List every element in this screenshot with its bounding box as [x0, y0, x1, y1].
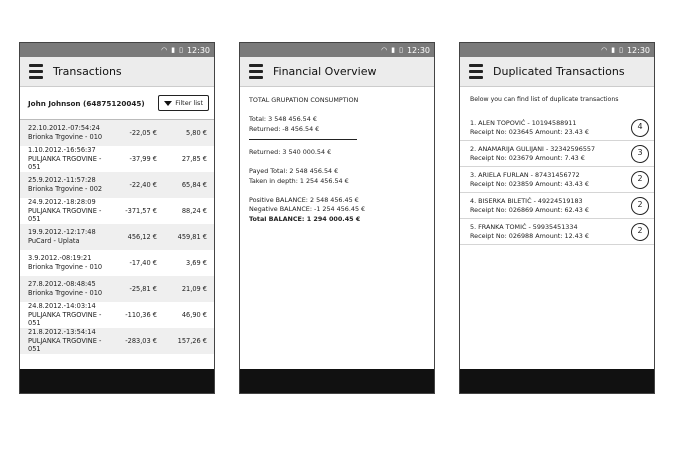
transaction-info: [28, 228, 111, 246]
transaction-row[interactable]: [20, 250, 214, 276]
duplicate-info: [470, 145, 631, 162]
app-bar: [240, 57, 434, 87]
signal-icon: ▮: [391, 45, 396, 54]
transaction-amount: -22,40 €: [129, 181, 157, 189]
divider: [249, 139, 357, 140]
transaction-merchant: Brionka Trgovine - 010: [28, 289, 103, 297]
duplicate-receipt: Receipt No: 023679 Amount: 7.43 €: [470, 153, 585, 162]
duplicate-count-badge: 2: [631, 197, 649, 215]
transaction-row[interactable]: [20, 302, 214, 328]
battery-icon: ▯: [179, 45, 183, 54]
duplicate-info: [470, 197, 631, 214]
battery-icon: ▯: [399, 45, 403, 54]
signal-icon: ▮: [171, 45, 176, 54]
overview-phone: [239, 42, 435, 394]
transaction-date: 27.8.2012.-08:48:45: [28, 280, 96, 289]
transaction-amount: -22,05 €: [129, 129, 157, 137]
transaction-merchant: PULJANKA TRGOVINE - 051: [28, 336, 102, 354]
menu-icon[interactable]: [29, 64, 43, 79]
transaction-info: [28, 124, 111, 142]
duplicate-list: [460, 115, 654, 245]
status-bar: [240, 43, 434, 57]
app-bar: [20, 57, 214, 87]
transaction-balance: 46,90 €: [181, 311, 207, 319]
duplicate-receipt: Receipt No: 023859 Amount: 43.43 €: [470, 179, 589, 188]
transactions-phone: [19, 42, 215, 394]
duplicates-intro: Below you can find list of duplicate transactions: [470, 96, 619, 103]
transaction-row[interactable]: [20, 146, 214, 172]
app-bar: [460, 57, 654, 87]
duplicate-count-badge: 2: [631, 223, 649, 241]
transaction-amount: -25,81 €: [129, 285, 157, 293]
overview-positive-balance: Positive BALANCE: 2 548 456.45 €: [249, 195, 359, 204]
transaction-row[interactable]: [20, 276, 214, 302]
overview-returned: Returned: -8 456.54 €: [249, 124, 320, 133]
overview-taken-in-depth: Taken in depth: 1 254 456.54 €: [249, 176, 349, 185]
duplicate-row[interactable]: [460, 141, 654, 167]
battery-icon: ▯: [619, 45, 623, 54]
duplicate-info: [470, 171, 631, 188]
transaction-amount: -17,40 €: [129, 259, 157, 267]
transaction-merchant: PULJANKA TRGOVINE - 051: [28, 154, 102, 172]
duplicate-receipt: Receipt No: 023645 Amount: 23.43 €: [470, 127, 589, 136]
wifi-icon: ◠: [601, 45, 608, 54]
page-title: Transactions: [53, 65, 122, 78]
transaction-date: 19.9.2012.-12:17:48: [28, 228, 96, 237]
page-title: Duplicated Transactions: [493, 65, 625, 78]
duplicate-row[interactable]: [460, 193, 654, 219]
wifi-icon: ◠: [161, 45, 168, 54]
transaction-row[interactable]: [20, 198, 214, 224]
transaction-row[interactable]: [20, 120, 214, 146]
duplicate-count-badge: 4: [631, 119, 649, 137]
menu-icon[interactable]: [469, 64, 483, 79]
duplicate-count-badge: 2: [631, 171, 649, 189]
transaction-date: 1.10.2012.-16:56:37: [28, 145, 96, 154]
status-bar: [20, 43, 214, 57]
transaction-balance: 459,81 €: [177, 233, 207, 241]
overview-returned-net: Returned: 3 540 000.54 €: [249, 147, 332, 156]
duplicate-info: [470, 223, 631, 240]
transaction-amount: -110,36 €: [125, 311, 157, 319]
transaction-amount: -37,99 €: [129, 155, 157, 163]
transaction-info: [28, 198, 111, 225]
status-time: 12:30: [626, 45, 650, 55]
filter-button-label: Filter list: [175, 99, 203, 107]
duplicate-row[interactable]: [460, 167, 654, 193]
transaction-merchant: Brionka Trgovine - 002: [28, 185, 103, 193]
transaction-info: [28, 254, 111, 272]
transaction-info: [28, 302, 111, 329]
transaction-balance: 5,80 €: [186, 129, 207, 137]
transaction-date: 24.8.2012.-14:03:14: [28, 301, 96, 310]
overview-total: Total: 3 548 456.54 €: [249, 114, 317, 123]
transaction-merchant: PULJANKA TRGOVINE - 051: [28, 310, 102, 328]
transaction-date: 3.9.2012.-08:19:21: [28, 254, 92, 263]
overview-heading: TOTAL GRUPATION CONSUMPTION: [249, 96, 359, 104]
duplicate-receipt: Receipt No: 026869 Amount: 62.43 €: [470, 205, 589, 214]
transaction-balance: 27,85 €: [181, 155, 207, 163]
duplicate-name: 2. ANAMARIJA GULIJANI - 32342596557: [470, 144, 596, 153]
transaction-merchant: PuCard - Uplata: [28, 237, 80, 245]
duplicate-row[interactable]: [460, 115, 654, 141]
transaction-balance: 157,26 €: [177, 337, 207, 345]
navigation-bar: [20, 369, 214, 393]
menu-icon[interactable]: [249, 64, 263, 79]
transaction-row[interactable]: [20, 172, 214, 198]
overview-negative-balance: Negative BALANCE: -1 254 456.45 €: [249, 205, 366, 214]
duplicate-count-badge: 3: [631, 145, 649, 163]
transaction-date: 24.9.2012.-18:28:09: [28, 197, 96, 206]
transaction-row[interactable]: [20, 328, 214, 354]
transaction-merchant: Brionka Trgovine - 010: [28, 263, 103, 271]
transaction-balance: 3,69 €: [186, 259, 207, 267]
filter-list-button[interactable]: [158, 95, 209, 111]
transaction-balance: 88,24 €: [181, 207, 207, 215]
transaction-amount: -283,03 €: [125, 337, 157, 345]
status-bar: [460, 43, 654, 57]
transaction-list: [20, 120, 214, 354]
transaction-amount: -371,57 €: [125, 207, 157, 215]
transaction-info: [28, 176, 111, 194]
signal-icon: ▮: [611, 45, 616, 54]
duplicate-row[interactable]: [460, 219, 654, 245]
duplicate-name: 4. BISERKA BILETIĆ - 49224519183: [470, 196, 583, 205]
overview-payed-total: Payed Total: 2 548 456.54 €: [249, 166, 339, 175]
duplicates-phone: [459, 42, 655, 394]
duplicate-name: 1. ALEN TOPOVIĆ - 10194588911: [470, 118, 577, 127]
navigation-bar: [460, 369, 654, 393]
status-time: 12:30: [186, 45, 210, 55]
transaction-balance: 21,09 €: [181, 285, 207, 293]
overview-total-balance: Total BALANCE: 1 294 000.45 €: [249, 215, 361, 224]
transaction-merchant: PULJANKA TRGOVINE - 051: [28, 206, 102, 224]
filter-icon: [164, 101, 172, 106]
transaction-info: [28, 328, 111, 355]
transaction-date: 25.9.2012.-11:57:28: [28, 176, 96, 185]
navigation-bar: [240, 369, 434, 393]
transaction-info: [28, 146, 111, 173]
duplicate-receipt: Receipt No: 026988 Amount: 12.43 €: [470, 231, 589, 240]
status-time: 12:30: [406, 45, 430, 55]
transaction-date: 21.8.2012.-13:54:14: [28, 327, 96, 336]
transaction-date: 22.10.2012.-07:54:24: [28, 124, 100, 133]
user-bar: [20, 87, 214, 120]
duplicate-name: 3. ARIELA FURLAN - 87431456772: [470, 170, 580, 179]
transaction-balance: 65,84 €: [181, 181, 207, 189]
transaction-row[interactable]: [20, 224, 214, 250]
user-name: John Johnson (64875120045): [28, 98, 145, 108]
transaction-amount: 456,12 €: [127, 233, 157, 241]
duplicate-name: 5. FRANKA TOMIĆ - 59935451334: [470, 222, 578, 231]
page-title: Financial Overview: [273, 65, 377, 78]
transaction-merchant: Brionka Trgovine - 010: [28, 133, 103, 141]
duplicate-info: [470, 119, 631, 136]
wifi-icon: ◠: [381, 45, 388, 54]
transaction-info: [28, 280, 111, 298]
